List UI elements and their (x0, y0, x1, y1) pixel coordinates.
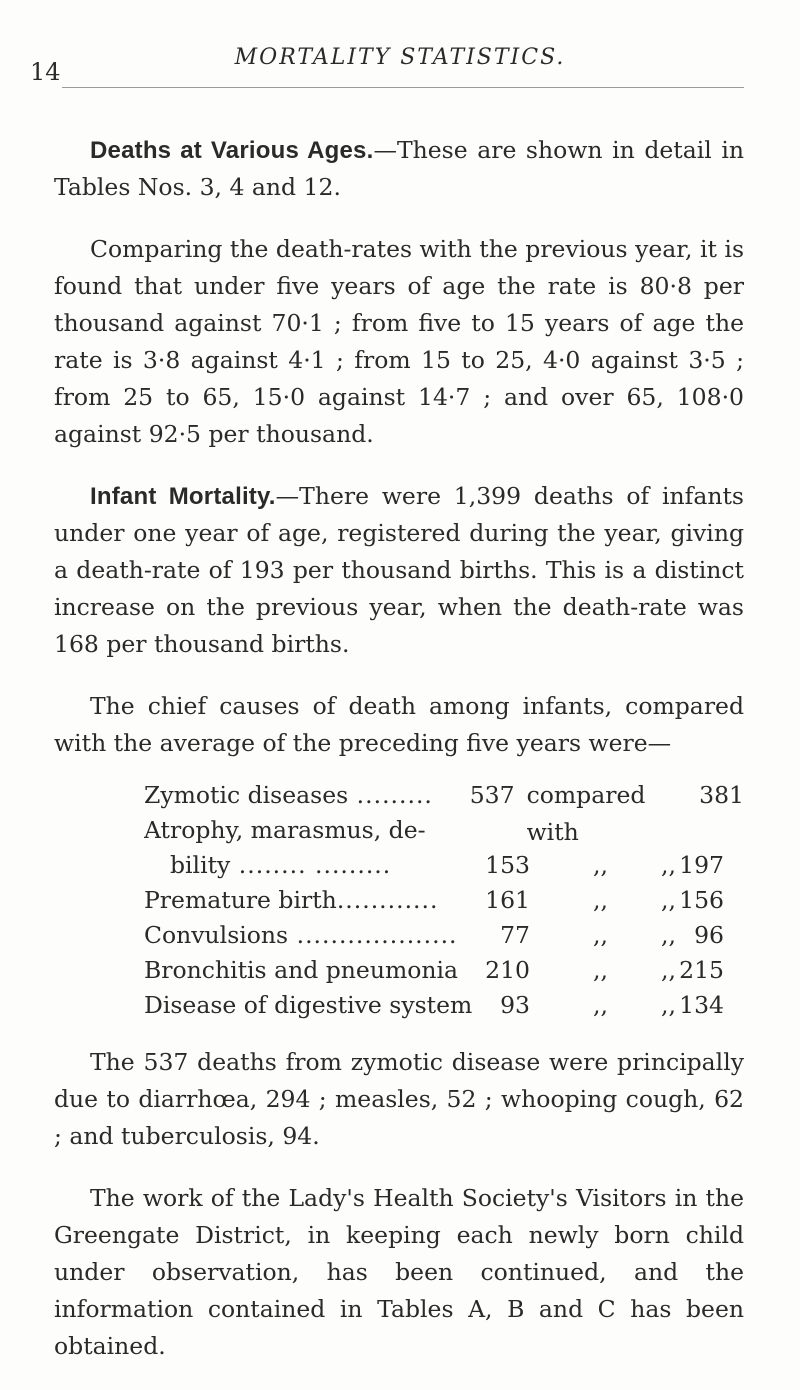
cause-label: Convulsions (144, 921, 289, 949)
cause-value: 93 (500, 991, 530, 1019)
previous-average: 134 (679, 991, 724, 1019)
leader-dots: ........ ......... (230, 851, 392, 879)
ditto-mark: ,, (593, 956, 608, 984)
ditto-mark: ,, (661, 991, 676, 1019)
header-rule (62, 87, 744, 88)
table-row (144, 952, 744, 987)
infant-mortality-heading: Infant Mortality. (90, 483, 276, 510)
cause-label: Bronchitis and pneumonia (144, 956, 459, 984)
ditto-mark: ,, (593, 886, 608, 914)
cause-value: 153 (485, 851, 530, 879)
ditto-mark: ,, (661, 886, 676, 914)
cause-label: Zymotic diseases (144, 781, 349, 809)
death-rate-comparison-paragraph: Comparing the death-rates with the previous year, it is found that under five years of age the rate is 80·8 per thousand against 70·1 ; from five to 15 years of age the rate is 3·8 against 4·1 ; from 15 to 25, 4·0 against 3·5 ; from 25 to 65, 15·0 against 14·7 ; and over 65, 108·0 against 92·5 per thousand. (54, 235, 744, 448)
deaths-at-ages-lead: —These are shown in detail in Tables Nos. 3, 4 and 12. (54, 136, 744, 201)
table-row (144, 917, 744, 952)
leader-dots: ......... (348, 781, 433, 809)
cause-value: 210 (485, 956, 530, 984)
cause-value: 77 (500, 921, 530, 949)
table-row (144, 987, 744, 1022)
cause-label: Atrophy, marasmus, de- (144, 816, 426, 844)
cause-value: 161 (485, 886, 530, 914)
infant-mortality-paragraph (54, 478, 744, 663)
ditto-mark: ,, (593, 921, 608, 949)
cause-label: bility (170, 851, 231, 879)
previous-average: 156 (679, 886, 724, 914)
causes-table (144, 777, 744, 1022)
ditto-mark: ,, (661, 921, 676, 949)
cause-value: 537 (469, 781, 515, 809)
ditto-mark: ,, (661, 851, 676, 879)
running-head: MORTALITY STATISTICS. (234, 45, 566, 70)
previous-average: 215 (679, 956, 724, 984)
page-body (54, 132, 744, 1390)
ditto-mark: ,, (593, 991, 608, 1019)
infant-mortality-lead: —There were 1,399 deaths of infants under one year of age, registered during the year, giving a death-rate of 193 per thousand births. This is a distinct increase on the previous year, when the death-rate was 168 per thousand births. (54, 482, 744, 658)
table-row (144, 882, 744, 917)
ditto-mark: ,, (661, 956, 676, 984)
chief-causes-intro: The chief causes of death among infants, compared with the average of the preceding five years were— (54, 692, 744, 757)
previous-average: 96 (694, 921, 724, 949)
deaths-at-ages-paragraph (54, 132, 744, 206)
cause-label: Premature birth (144, 886, 337, 914)
compared-with-label: compared with (526, 781, 646, 846)
page-number: 14 (30, 58, 61, 86)
cause-label: Disease of digestive system (144, 991, 473, 1019)
previous-average: 197 (679, 851, 724, 879)
health-visitors-paragraph: The work of the Lady's Health Society's Visitors in the Greengate District, in keeping each newly born child under observation, has been continued, and the information contained in Tables A, B and C has been obtained. (54, 1184, 744, 1360)
leader-dots: ............ (336, 886, 439, 914)
zymotic-deaths-paragraph: The 537 deaths from zymotic disease were principally due to diarrhœa, 294 ; measles, 52 ; whooping cough, 62 ; and tuberculosis, 94. (54, 1048, 744, 1150)
table-row (144, 847, 744, 882)
leader-dots: ................... (288, 921, 458, 949)
previous-average: 381 (699, 781, 745, 809)
ditto-mark: ,, (593, 851, 608, 879)
deaths-at-ages-heading: Deaths at Various Ages. (90, 137, 374, 164)
